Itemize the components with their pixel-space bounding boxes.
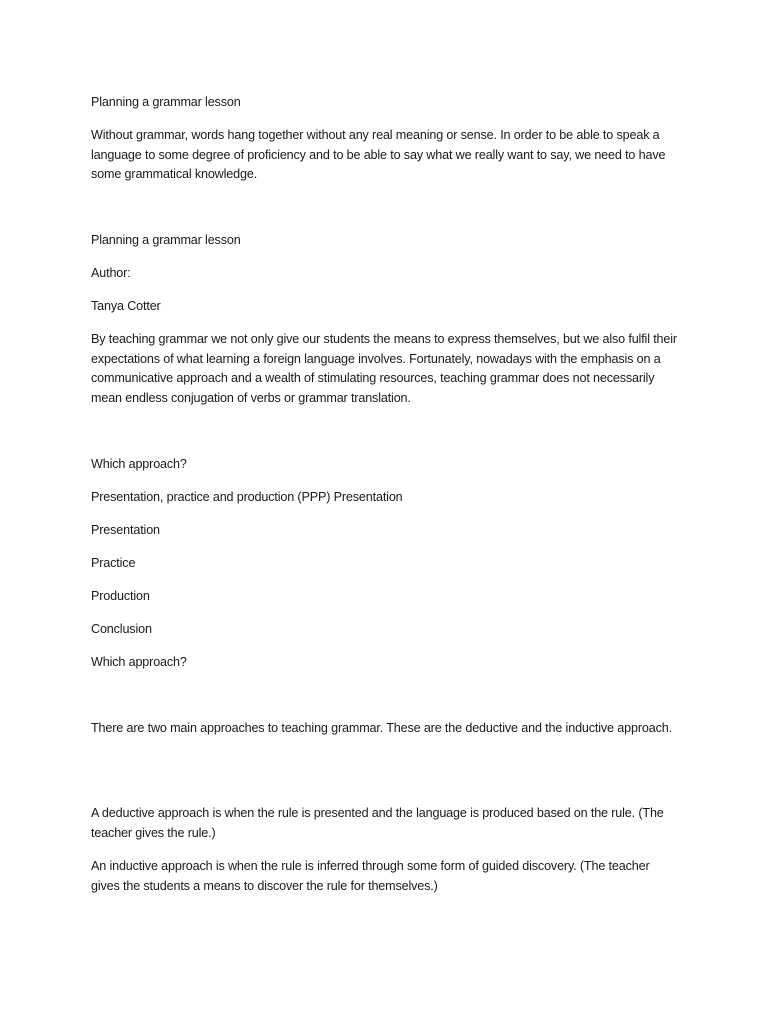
author-label: Author: <box>91 266 131 280</box>
document-title: Planning a grammar lesson <box>91 95 241 109</box>
teaching-paragraph: By teaching grammar we not only give our students the means to express themselves, but we also fulfil their expectations of what learning a foreign language involves. Fortunately, nowadays with the emphasis on a communicative approach and a wealth of stimulating resources, teaching grammar does not necessarily mean endless conjugation of verbs or grammar translation. <box>91 332 677 405</box>
which-approach-heading-2: Which approach? <box>91 655 187 669</box>
approaches-paragraph: There are two main approaches to teaching grammar. These are the deductive and the inductive approach. <box>91 721 672 735</box>
toc-item-conclusion: Conclusion <box>91 622 152 636</box>
which-approach-heading: Which approach? <box>91 457 187 471</box>
inductive-paragraph: An inductive approach is when the rule is inferred through some form of guided discovery. (The teacher gives the students a means to discover the rule for themselves.) <box>91 859 650 893</box>
author-name: Tanya Cotter <box>91 299 161 313</box>
ppp-line: Presentation, practice and production (PPP) Presentation <box>91 490 403 504</box>
deductive-paragraph: A deductive approach is when the rule is presented and the language is produced based on the rule. (The teacher gives the rule.) <box>91 806 664 840</box>
toc-item-presentation: Presentation <box>91 523 160 537</box>
toc-item-production: Production <box>91 589 150 603</box>
section-title: Planning a grammar lesson <box>91 233 241 247</box>
intro-paragraph: Without grammar, words hang together without any real meaning or sense. In order to be able to speak a language to some degree of proficiency and to be able to say what we really want to say, we need to have some grammatical knowledge. <box>91 128 666 182</box>
toc-item-practice: Practice <box>91 556 136 570</box>
